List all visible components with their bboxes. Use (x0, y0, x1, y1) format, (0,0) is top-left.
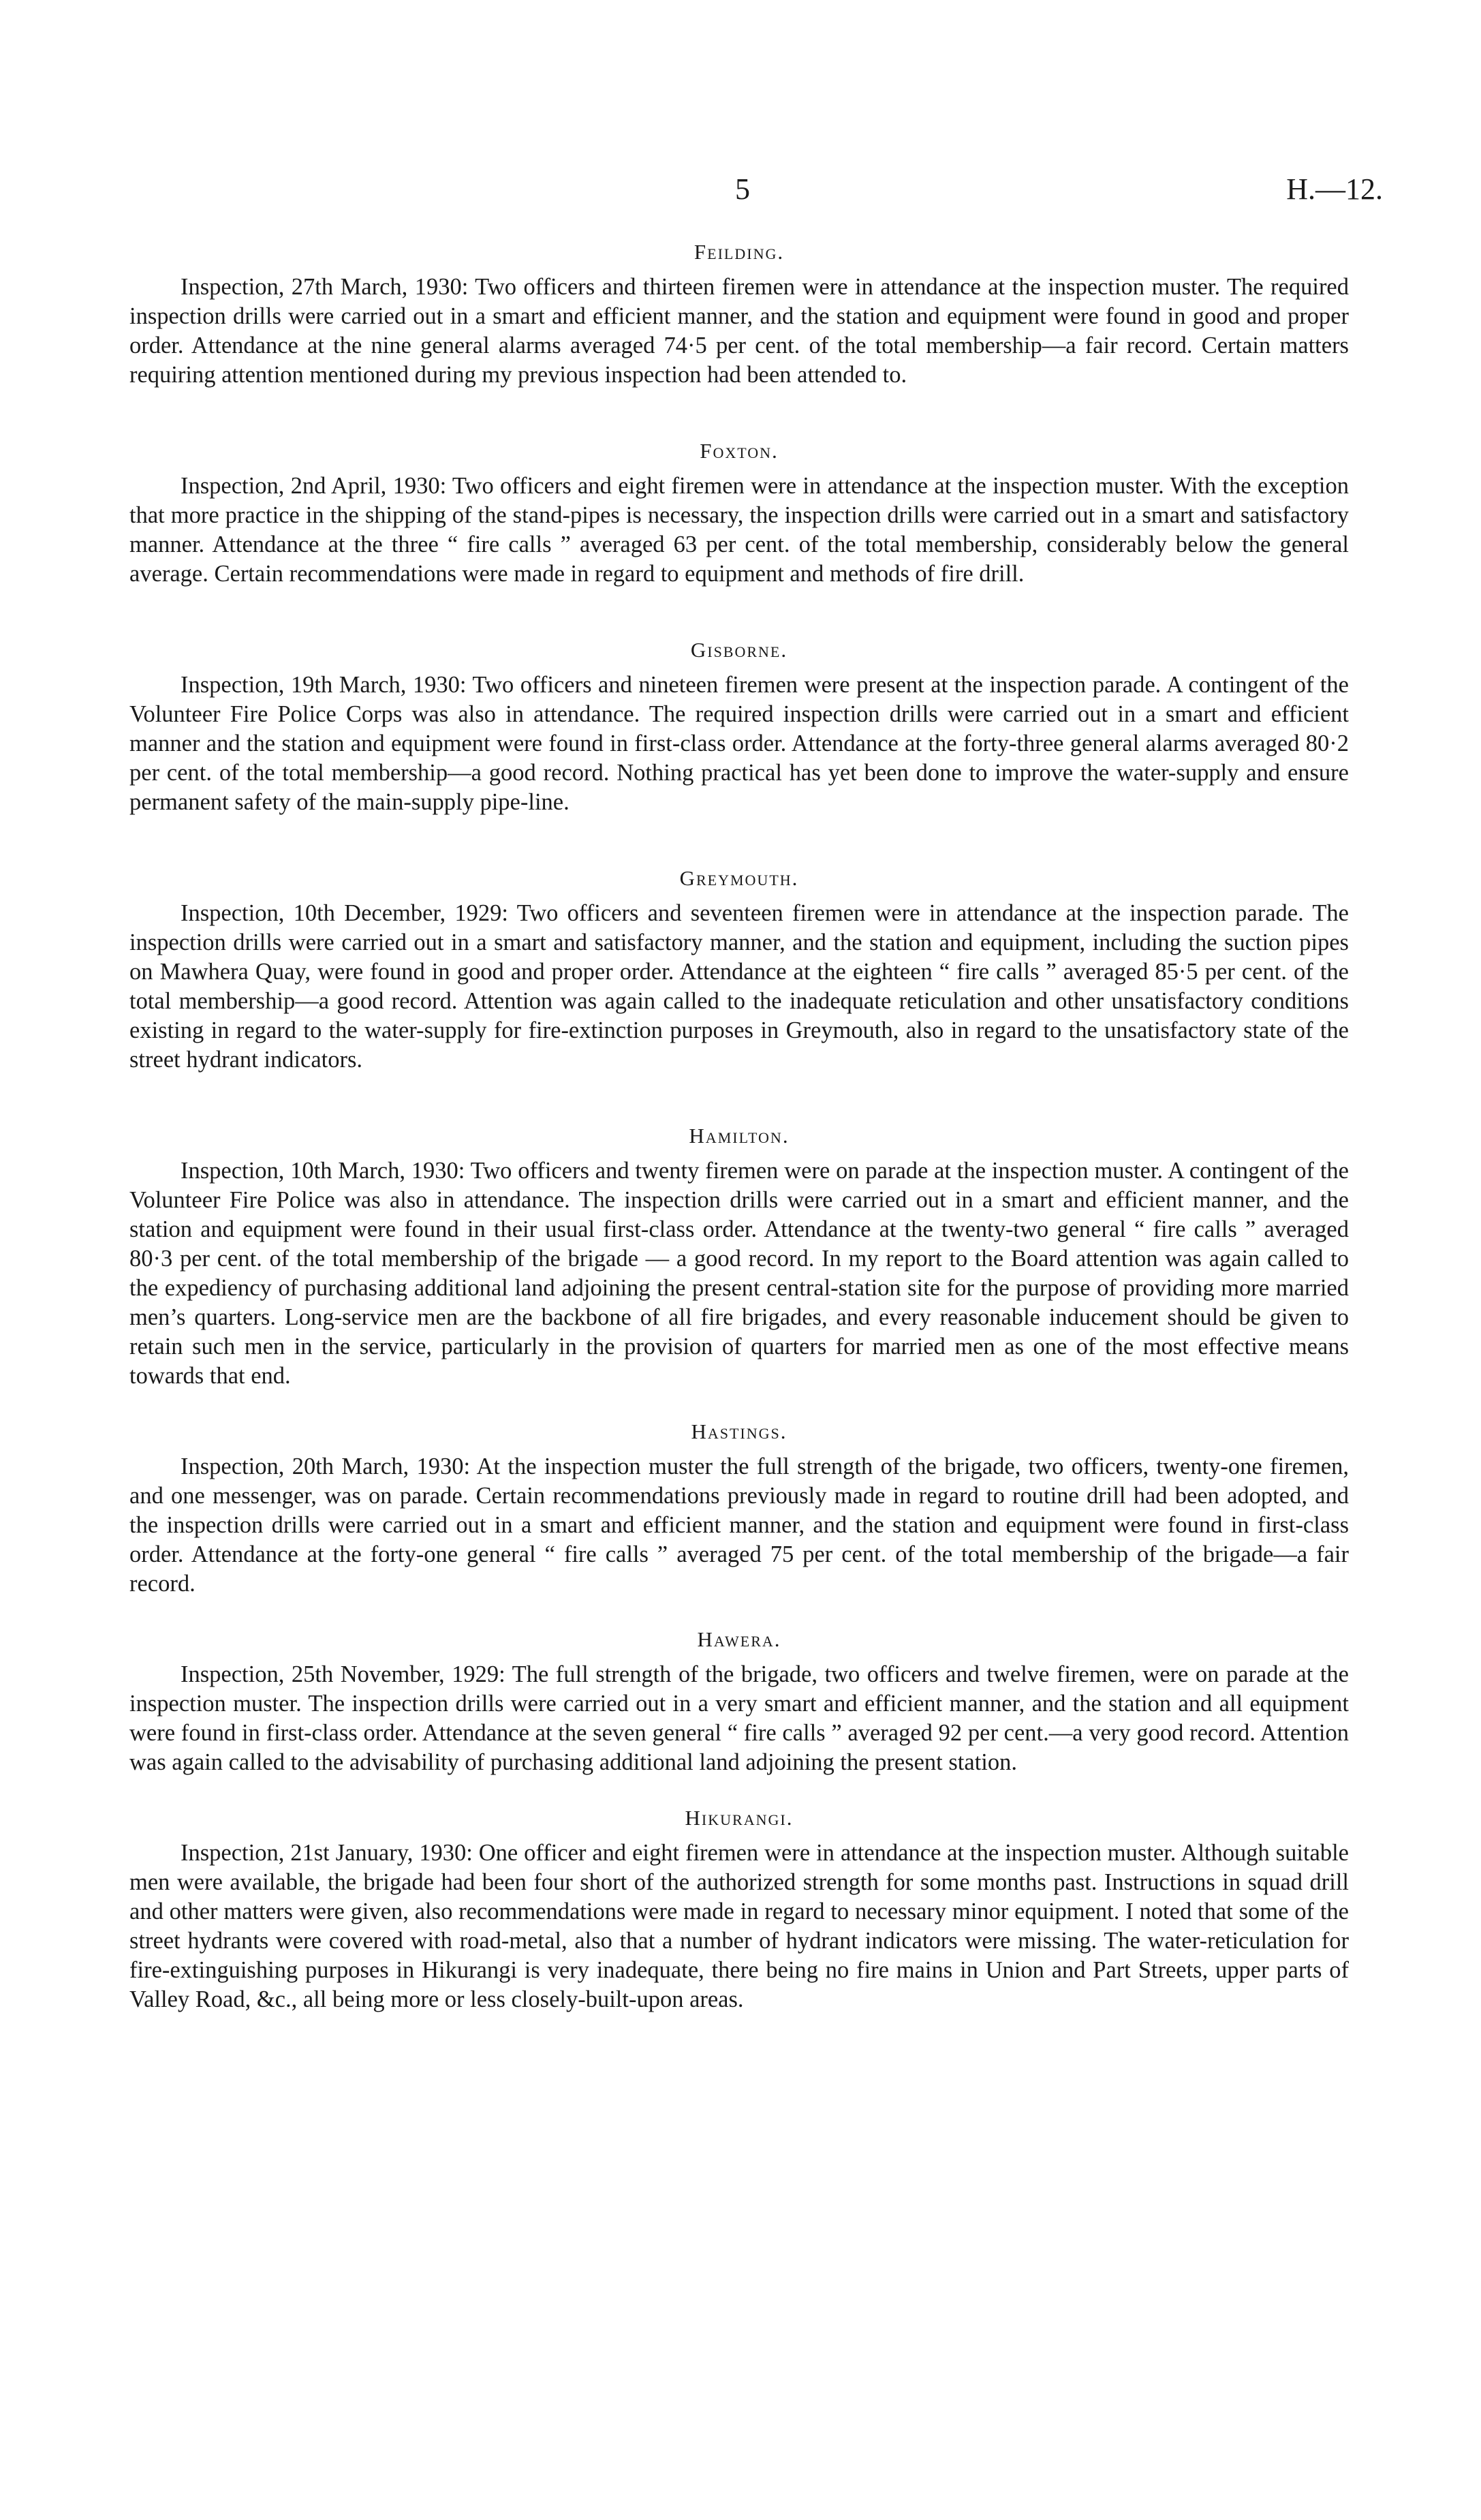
section-greymouth (129, 865, 1349, 1075)
section-heading: Hawera. (697, 1627, 781, 1651)
section-paragraph: Inspection, 10th March, 1930: Two officers and twenty firemen were on parade at the inspection muster. A contingent of the Volunteer Fire Police was also in attendance. The inspection drills were carried out in a smart and efficient manner, and the station and equipment were found in their usual first-class order. Attendance at the twenty-two general “ fire calls ” averaged 80·3 per cent. of the total membership of the brigade — a good record. In my report to the Board attention was again called to the expediency of purchasing additional land adjoining the present central-station site for the purpose of providing more married men’s quarters. Long-service men are the backbone of all fire brigades, and every reasonable inducement should be given to retain such men in the service, particularly in the provision of quarters for married men as one of the most effective means towards that end. (129, 1158, 1349, 1389)
report-body (129, 239, 1349, 2014)
section-heading: Greymouth. (679, 866, 799, 890)
section-feilding (129, 239, 1349, 390)
section-hikurangi (129, 1804, 1349, 2014)
section-paragraph: Inspection, 10th December, 1929: Two officers and seventeen firemen were in attendance at the inspection parade. The inspection drills were carried out in a smart and satisfactory manner, and the station and equipment, including the suction pipes on Mawhera Quay, were found in good and proper order. Attendance at the eighteen “ fire calls ” averaged 85·5 per cent. of the total membership—a good record. Attention was again called to the inadequate reticulation and other unsatisfactory conditions existing in regard to the water-supply for fire-extinction purposes in Greymouth, also in regard to the unsatisfactory state of the street hydrant indicators. (129, 900, 1349, 1073)
section-paragraph: Inspection, 21st January, 1930: One officer and eight firemen were in attendance at the inspection muster. Although suitable men were available, the brigade had been four short of the authorized strength for some months past. Instructions in squad drill and other matters were given, also recommendations were made in regard to necessary minor equipment. I noted that some of the street hydrants were covered with road-metal, also that a number of hydrant indicators were missing. The water-reticulation for fire-extinguishing purposes in Hikurangi is very inadequate, there being no fire mains in Union and Part Streets, upper parts of Valley Road, &c., all being more or less closely-built-upon areas. (129, 1840, 1349, 2012)
section-paragraph: Inspection, 27th March, 1930: Two officers and thirteen firemen were in attendance at the inspection muster. The required inspection drills were carried out in a smart and efficient manner, and the station and equipment were found in good and proper order. Attendance at the nine general alarms averaged 74·5 per cent. of the total membership—a fair record. Certain matters requiring attention mentioned during my previous inspection had been attended to. (129, 274, 1349, 388)
section-heading: Feilding. (693, 240, 785, 264)
page-number: 5 (735, 172, 750, 206)
section-hastings (129, 1418, 1349, 1599)
section-heading: Hastings. (691, 1419, 788, 1443)
section-paragraph: Inspection, 19th March, 1930: Two officers and nineteen firemen were present at the inspection parade. A contingent of the Volunteer Fire Police Corps was also in attendance. The required inspection drills were carried out in a smart and efficient manner and the station and equipment were found in first-class order. Attendance at the forty-three general alarms averaged 80·2 per cent. of the total membership—a good record. Nothing practical has yet been done to improve the water-supply and ensure permanent safety of the main-supply pipe-line. (129, 672, 1349, 815)
section-paragraph: Inspection, 2nd April, 1930: Two officers and eight firemen were in attendance at the inspection muster. With the exception that more practice in the shipping of the stand-pipes is necessary, the inspection drills were carried out in a smart and satisfactory manner. Attendance at the three “ fire calls ” averaged 63 per cent. of the total membership, considerably below the general average. Certain recommendations were made in regard to equipment and methods of fire drill. (129, 473, 1349, 587)
section-heading: Foxton. (700, 439, 779, 463)
section-hawera (129, 1626, 1349, 1777)
section-paragraph: Inspection, 25th November, 1929: The full strength of the brigade, two officers and twelve firemen, were on parade at the inspection muster. The inspection drills were carried out in a very smart and efficient manner, and the station and all equipment were found in first-class order. Attendance at the seven general “ fire calls ” averaged 92 per cent.—a very good record. Attention was again called to the advisability of purchasing additional land adjoining the present station. (129, 1661, 1349, 1775)
section-heading: Hamilton. (689, 1124, 790, 1148)
section-foxton (129, 437, 1349, 589)
section-heading: Hikurangi. (685, 1806, 794, 1830)
section-hamilton (129, 1122, 1349, 1391)
section-gisborne (129, 636, 1349, 817)
section-heading: Gisborne. (690, 638, 788, 662)
document-reference: H.—12. (1286, 172, 1383, 206)
section-paragraph: Inspection, 20th March, 1930: At the inspection muster the full strength of the brigade, two officers, twenty-one firemen, and one messenger, was on parade. Certain recommendations previously made in regard to routine drill had been adopted, and the inspection drills were carried out in a smart and efficient manner, and the station and equipment were found in first-class order. Attendance at the forty-one general “ fire calls ” averaged 75 per cent. of the total membership of the brigade—a fair record. (129, 1454, 1349, 1597)
